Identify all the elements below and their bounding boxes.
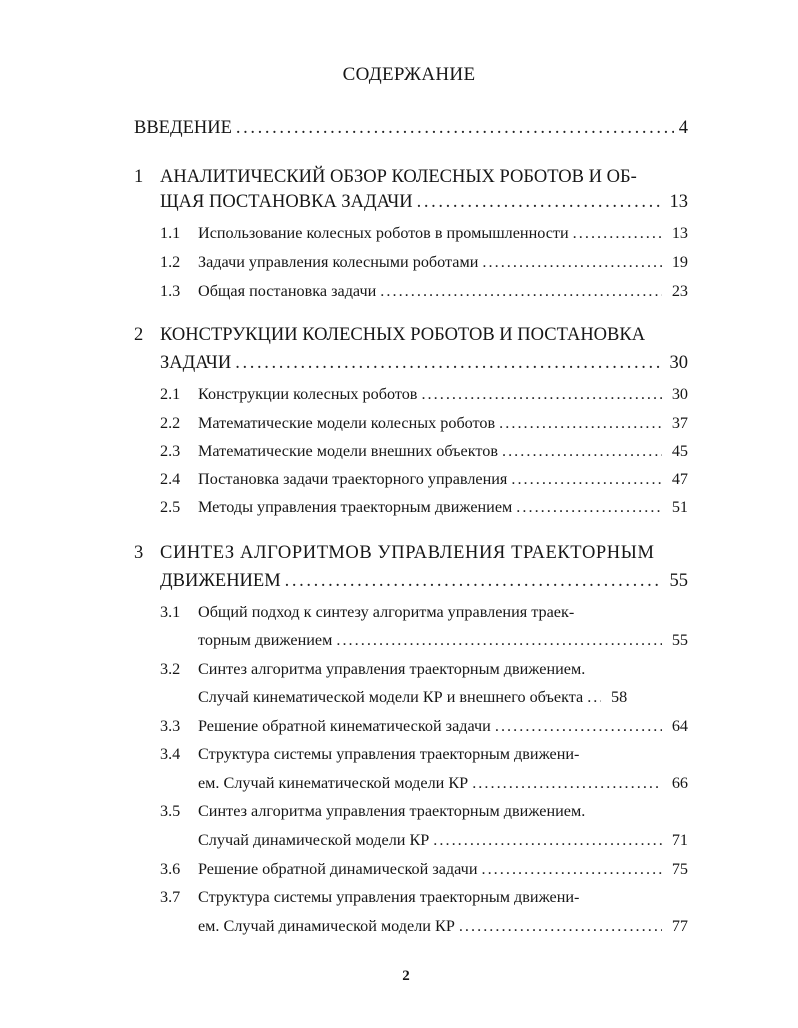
chapter-title-line: ЩАЯ ПОСТАНОВКА ЗАДАЧИ	[160, 192, 413, 212]
toc-entry-text: Математические модели колесных роботов	[198, 414, 496, 432]
toc-entry-section[interactable]	[198, 774, 688, 793]
toc-page-number: 30	[671, 385, 688, 403]
toc-entry-text: Постановка задачи траекторного управления	[198, 470, 508, 488]
toc-entry-chapter[interactable]	[160, 571, 688, 592]
section-number: 2.1	[160, 385, 181, 403]
leader-dots	[285, 571, 662, 592]
leader-dots	[511, 470, 662, 489]
toc-page-number: 47	[671, 470, 688, 488]
toc-page-number: 58	[611, 688, 628, 706]
toc-entry-section[interactable]	[198, 470, 688, 489]
chapter-title-line: ДВИЖЕНИЕМ	[160, 571, 281, 591]
toc-page-number: 4	[678, 118, 688, 138]
chapter-title-line[interactable]: СИНТЕЗ АЛГОРИТМОВ УПРАВЛЕНИЯ ТРАЕКТОРНЫМ	[160, 543, 655, 563]
leader-dots	[587, 688, 601, 707]
section-number: 3.6	[160, 860, 181, 878]
toc-entry-section[interactable]	[198, 498, 688, 517]
leader-dots	[502, 442, 662, 461]
leader-dots	[499, 414, 662, 433]
toc-page-number: 51	[671, 498, 688, 516]
toc-entry-section[interactable]	[198, 688, 688, 707]
toc-page-number: 37	[671, 414, 688, 432]
toc-entry-chapter[interactable]	[160, 353, 688, 374]
section-number: 1.1	[160, 224, 181, 242]
toc-entry-text: Методы управления траекторным движением	[198, 498, 513, 516]
chapter-number: 2	[134, 325, 144, 345]
section-title-line[interactable]: Синтез алгоритма управления траекторным движением.	[198, 660, 586, 678]
toc-entry-section[interactable]	[198, 631, 688, 650]
leader-dots	[481, 860, 662, 879]
section-number: 2.3	[160, 442, 181, 460]
section-title-line[interactable]: Структура системы управления траекторным движени-	[198, 888, 580, 906]
toc-entry-text: Случай кинематической модели КР и внешнего объекта	[198, 688, 584, 706]
leader-dots	[495, 717, 662, 736]
toc-entry-text: Использование колесных роботов в промышленности	[198, 224, 569, 242]
toc-entry-text: Задачи управления колесными роботами	[198, 253, 479, 271]
toc-entry-section[interactable]	[198, 917, 688, 936]
page-title: СОДЕРЖАНИЕ	[342, 64, 476, 85]
section-number: 3.1	[160, 603, 181, 621]
toc-entry-text: Общая постановка задачи	[198, 282, 377, 300]
toc-entry-text: ВВЕДЕНИЕ	[134, 118, 232, 138]
toc-page-number: 66	[671, 774, 688, 792]
toc-entry-text: торным движением	[198, 631, 333, 649]
section-number: 3.2	[160, 660, 181, 678]
toc-entry-section[interactable]	[198, 253, 688, 272]
section-title-line[interactable]: Общий подход к синтезу алгоритма управления траек-	[198, 603, 575, 621]
chapter-title-line: ЗАДАЧИ	[160, 353, 232, 373]
toc-page-number: 19	[671, 253, 688, 271]
section-number: 1.3	[160, 282, 181, 300]
toc-entry-section[interactable]	[198, 831, 688, 850]
toc-page-number: 75	[671, 860, 688, 878]
toc-page-number: 71	[671, 831, 688, 849]
section-number: 2.4	[160, 470, 181, 488]
toc-entry-text: Случай динамической модели КР	[198, 831, 430, 849]
toc-entry-text: ем. Случай кинематической модели КР	[198, 774, 469, 792]
toc-entry-text: Конструкции колесных роботов	[198, 385, 418, 403]
section-title-line[interactable]: Синтез алгоритма управления траекторным движением.	[198, 802, 586, 820]
section-number: 2.5	[160, 498, 181, 516]
leader-dots	[236, 118, 674, 139]
section-number: 3.3	[160, 717, 181, 735]
chapter-number: 1	[134, 167, 144, 187]
chapter-title-line[interactable]: КОНСТРУКЦИИ КОЛЕСНЫХ РОБОТОВ И ПОСТАНОВКА	[160, 325, 646, 345]
toc-page-number: 45	[671, 442, 688, 460]
leader-dots	[336, 631, 662, 650]
leader-dots	[433, 831, 662, 850]
toc-entry-section[interactable]	[198, 414, 688, 433]
section-number: 1.2	[160, 253, 181, 271]
leader-dots	[421, 385, 662, 404]
toc-page-number: 30	[669, 353, 688, 373]
leader-dots	[573, 224, 662, 243]
toc-entry-section[interactable]	[198, 860, 688, 879]
section-number: 2.2	[160, 414, 181, 432]
chapter-title-line[interactable]: АНАЛИТИЧЕСКИЙ ОБЗОР КОЛЕСНЫХ РОБОТОВ И ОБ-	[160, 167, 637, 187]
toc-entry-section[interactable]	[198, 717, 688, 736]
toc-entry-chapter[interactable]	[160, 192, 688, 213]
leader-dots	[235, 353, 662, 374]
leader-dots	[482, 253, 662, 272]
toc-entry-section[interactable]	[198, 282, 688, 301]
toc-page-number: 64	[671, 717, 688, 735]
toc-entry-text: Решение обратной динамической задачи	[198, 860, 478, 878]
chapter-number: 3	[134, 543, 144, 563]
toc-page-number: 13	[671, 224, 688, 242]
page-number: 2	[402, 968, 410, 984]
toc-page-number: 23	[671, 282, 688, 300]
toc-entry-text: ем. Случай динамической модели КР	[198, 917, 455, 935]
leader-dots	[516, 498, 662, 517]
toc-entry-section[interactable]	[198, 224, 688, 243]
toc-entry-section[interactable]	[198, 442, 688, 461]
toc-entry-section[interactable]	[198, 385, 688, 404]
toc-entry-text: Математические модели внешних объектов	[198, 442, 498, 460]
leader-dots	[472, 774, 662, 793]
toc-page-number: 55	[669, 571, 688, 591]
toc-page-number: 55	[671, 631, 688, 649]
toc-page-number: 77	[671, 917, 688, 935]
toc-entry-text: Решение обратной кинематической задачи	[198, 717, 491, 735]
section-title-line[interactable]: Структура системы управления траекторным движени-	[198, 745, 580, 763]
toc-page-number: 13	[669, 192, 688, 212]
leader-dots	[459, 917, 662, 936]
leader-dots	[417, 192, 662, 213]
toc-entry-intro[interactable]	[134, 118, 688, 139]
section-number: 3.4	[160, 745, 181, 763]
leader-dots	[380, 282, 662, 301]
section-number: 3.7	[160, 888, 181, 906]
section-number: 3.5	[160, 802, 181, 820]
